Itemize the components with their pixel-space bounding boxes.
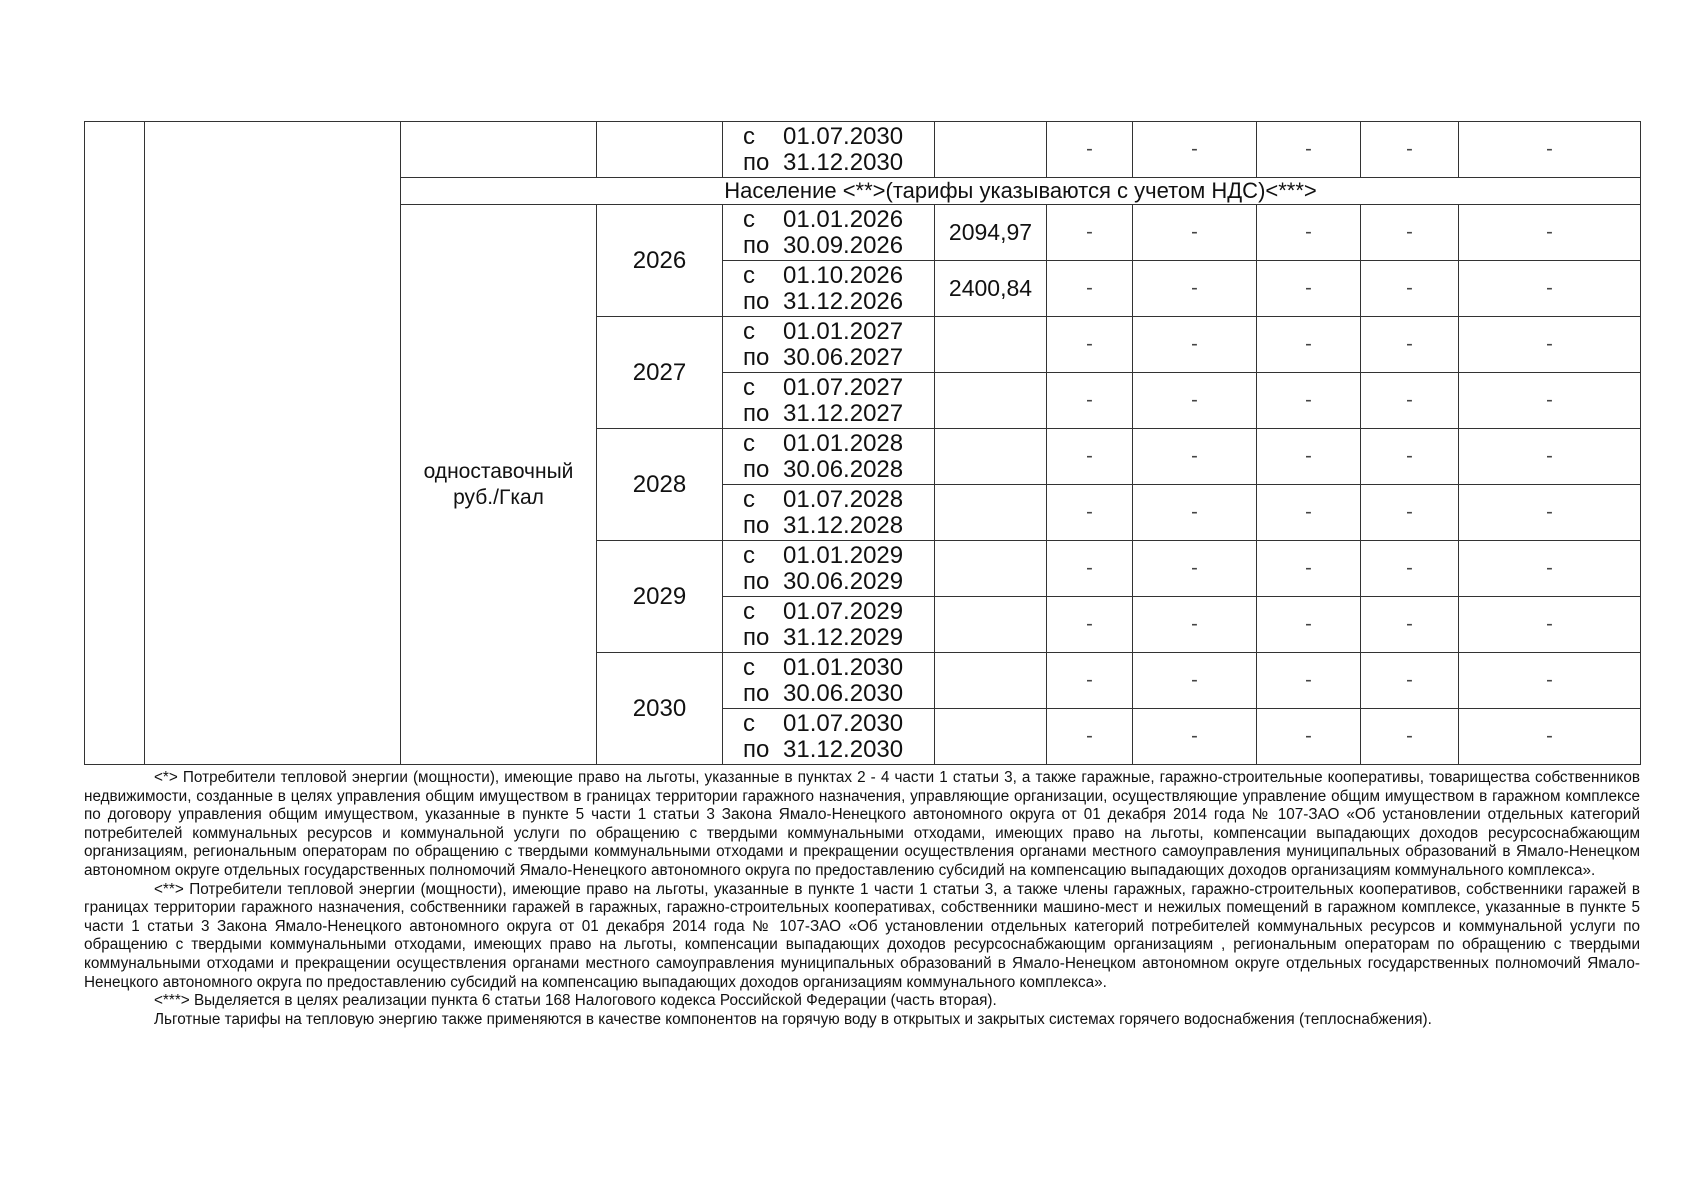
- population-header: Население <**>(тарифы указываются с учетом НДС)<***>: [401, 178, 1641, 205]
- period-cell: [723, 205, 935, 261]
- table-row-top: [85, 122, 1641, 178]
- period-from: [743, 655, 934, 681]
- dash-cell: -: [1459, 597, 1641, 653]
- dash-cell: -: [1047, 485, 1133, 541]
- to-prefix: по: [743, 679, 770, 707]
- from-date: 01.07.2030: [783, 709, 904, 737]
- dash-cell: -: [1257, 373, 1361, 429]
- footnote-2: <**> Потребители тепловой энергии (мощности), имеющие право на льготы, указанные в пункте 1 части 1 статьи 3, а также члены гаражных, гаражно-строительных кооперативов, собственники гаражей в границах территории гаражного назначения, собственники гаражей в гаражных, гаражно-строительных кооперативах, собственники машино-мест и нежилых помещений в гаражном комплексе, указанные в пункте 5 части 1 статьи 3 Закона Ямало-Ненецкого автономного округа от 01 декабря 2014 года № 107-ЗАО «Об установлении отдельных категорий потребителей коммунальных ресурсов и коммунальной услуги по обращению с твердыми коммунальными отходами, имеющих право на льготы, компенсации выпадающих доходов ресурсоснабжающим организациям , региональным операторам по обращению с твердыми коммунальными отходами и прекращении осуществления органами местного самоуправления муниципальных образований в Ямало-Ненецком автономном округе отдельных государственных полномочий Ямало-Ненецкого автономного округа по предоставлению субсидий на компенсацию выпадающих доходов организациям коммунального комплекса».: [84, 880, 1640, 991]
- dash-cell: -: [1133, 373, 1257, 429]
- year-cell: 2029: [597, 541, 723, 653]
- period-cell: [723, 122, 935, 178]
- to-prefix: по: [743, 567, 770, 595]
- from-date: 01.01.2026: [783, 205, 904, 233]
- year-cell: 2028: [597, 429, 723, 541]
- unit-line-2: руб./Гкал: [453, 485, 544, 509]
- footnote-1: <*> Потребители тепловой энергии (мощности), имеющие право на льготы, указанные в пунктах 2 - 4 части 1 статьи 3, а также гаражные, гаражно-строительные кооперативы, товарищества собственников недвижимости, созданные в целях управления общим имуществом в границах территории гаражного назначения, управляющие организации, осуществляющие управление общим имуществом в гаражном комплексе по договору управления общим имуществом, указанные в пункте 5 части 1 статьи 3 Закона Ямало-Ненецкого автономного округа от 01 декабря 2014 года № 107-ЗАО «Об установлении отдельных категорий потребителей коммунальных ресурсов и коммунальной услуги по обращению с твердыми коммунальными отходами, имеющих право на льготы, компенсации выпадающих доходов ресурсоснабжающим организациям, региональным операторам по обращению с твердыми коммунальными отходами и прекращении осуществления органами местного самоуправления муниципальных образований в Ямало-Ненецком автономном округе отдельных государственных полномочий Ямало-Ненецкого автономного округа по предоставлению субсидий на компенсацию выпадающих доходов организациям коммунального комплекса».: [84, 769, 1640, 879]
- to-prefix: по: [743, 455, 770, 483]
- empty-cell-year-top: [597, 122, 723, 178]
- dash-cell: -: [1459, 373, 1641, 429]
- footnote-3: <***> Выделяется в целях реализации пункта 6 статьи 168 Налогового кодекса Российской Федерации (часть вторая).: [154, 992, 997, 1010]
- to-date: 31.12.2028: [783, 511, 904, 539]
- period-to: [743, 345, 934, 371]
- to-prefix: по: [743, 623, 770, 651]
- from-prefix: с: [743, 653, 755, 681]
- to-prefix: по: [743, 231, 770, 259]
- from-date: 01.07.2027: [783, 373, 904, 401]
- dash-cell: -: [1361, 205, 1459, 261]
- year-cell: 2030: [597, 653, 723, 765]
- dash-cell: -: [1459, 261, 1641, 317]
- from-date: 01.07.2028: [783, 485, 904, 513]
- year-cell: 2026: [597, 205, 723, 317]
- dash-cell: -: [1133, 709, 1257, 765]
- period-from: [743, 599, 934, 625]
- dash-cell: -: [1459, 317, 1641, 373]
- to-prefix: по: [743, 148, 770, 176]
- to-prefix: по: [743, 511, 770, 539]
- period-to: [743, 681, 934, 707]
- dash-cell: -: [1133, 541, 1257, 597]
- dash-cell: -: [1459, 541, 1641, 597]
- dash-cell: -: [1361, 709, 1459, 765]
- to-prefix: по: [743, 343, 770, 371]
- to-date: 30.06.2028: [783, 455, 904, 483]
- from-date: 01.07.2030: [783, 122, 904, 150]
- tariff-value: [935, 597, 1047, 653]
- dash-cell: -: [1361, 373, 1459, 429]
- period-from: [743, 543, 934, 569]
- tariff-table-body: [85, 122, 1641, 765]
- tariff-value: [935, 317, 1047, 373]
- to-date: 30.06.2029: [783, 567, 904, 595]
- dash-cell: -: [1361, 261, 1459, 317]
- from-prefix: с: [743, 373, 755, 401]
- footnotes: [84, 769, 1640, 1029]
- to-prefix: по: [743, 399, 770, 427]
- period-from: [743, 711, 934, 737]
- year-cell: 2027: [597, 317, 723, 429]
- from-prefix: с: [743, 429, 755, 457]
- period-to: [743, 513, 934, 539]
- tariff-value: [935, 429, 1047, 485]
- dash-cell: -: [1047, 597, 1133, 653]
- period-cell: [723, 429, 935, 485]
- tariff-table: [84, 121, 1641, 765]
- period-cell: [723, 485, 935, 541]
- tariff-value: [935, 653, 1047, 709]
- dash-cell: -: [1047, 261, 1133, 317]
- period-to: [743, 457, 934, 483]
- from-date: 01.01.2028: [783, 429, 904, 457]
- tariff-value: [935, 373, 1047, 429]
- dash-cell: -: [1133, 653, 1257, 709]
- dash-cell: -: [1047, 317, 1133, 373]
- dash-cell: -: [1361, 122, 1459, 178]
- to-date: 30.09.2026: [783, 231, 904, 259]
- value-cell: [935, 122, 1047, 178]
- dash-cell: -: [1459, 205, 1641, 261]
- tariff-value: [935, 541, 1047, 597]
- dash-cell: -: [1361, 485, 1459, 541]
- period-from: [743, 487, 934, 513]
- tariff-value: 2400,84: [935, 261, 1047, 317]
- to-date: 31.12.2026: [783, 287, 904, 315]
- dash-cell: -: [1257, 205, 1361, 261]
- dash-cell: -: [1047, 429, 1133, 485]
- from-date: 01.07.2029: [783, 597, 904, 625]
- dash-cell: -: [1133, 429, 1257, 485]
- period-to: [743, 233, 934, 259]
- dash-cell: -: [1257, 429, 1361, 485]
- period-cell: [723, 261, 935, 317]
- period-from: [743, 319, 934, 345]
- period-cell: [723, 317, 935, 373]
- period-cell: [723, 373, 935, 429]
- period-from: [743, 375, 934, 401]
- dash-cell: -: [1257, 261, 1361, 317]
- period-cell: [723, 709, 935, 765]
- to-prefix: по: [743, 735, 770, 763]
- to-date: 31.12.2030: [783, 735, 904, 763]
- dash-cell: -: [1361, 541, 1459, 597]
- period-from: [743, 431, 934, 457]
- dash-cell: -: [1133, 317, 1257, 373]
- dash-cell: -: [1133, 485, 1257, 541]
- from-prefix: с: [743, 541, 755, 569]
- from-prefix: с: [743, 122, 755, 150]
- tariff-value: 2094,97: [935, 205, 1047, 261]
- tariff-value: [935, 485, 1047, 541]
- dash-cell: -: [1257, 653, 1361, 709]
- dash-cell: -: [1257, 709, 1361, 765]
- unit-line-1: одноставочный: [423, 459, 574, 483]
- from-prefix: с: [743, 261, 755, 289]
- to-date: 31.12.2027: [783, 399, 904, 427]
- to-date: 31.12.2029: [783, 623, 904, 651]
- to-date: 30.06.2027: [783, 343, 904, 371]
- from-prefix: с: [743, 317, 755, 345]
- from-prefix: с: [743, 205, 755, 233]
- dash-cell: -: [1047, 653, 1133, 709]
- empty-cell-number: [85, 122, 145, 765]
- dash-cell: -: [1257, 485, 1361, 541]
- from-prefix: с: [743, 485, 755, 513]
- dash-cell: -: [1459, 653, 1641, 709]
- dash-cell: -: [1459, 709, 1641, 765]
- period-from: [743, 207, 934, 233]
- period-to: [743, 625, 934, 651]
- dash-cell: -: [1047, 709, 1133, 765]
- dash-cell: -: [1133, 122, 1257, 178]
- period-to: [743, 401, 934, 427]
- dash-cell: -: [1459, 485, 1641, 541]
- from-prefix: с: [743, 597, 755, 625]
- period-to: [743, 737, 934, 763]
- period-cell: [723, 597, 935, 653]
- dash-cell: -: [1459, 122, 1641, 178]
- dash-cell: -: [1361, 597, 1459, 653]
- from-date: 01.01.2027: [783, 317, 904, 345]
- period-to: [743, 150, 934, 176]
- dash-cell: -: [1257, 541, 1361, 597]
- empty-cell-unit-top: [401, 122, 597, 178]
- dash-cell: -: [1047, 373, 1133, 429]
- dash-cell: -: [1047, 205, 1133, 261]
- dash-cell: -: [1361, 429, 1459, 485]
- unit-cell: [401, 205, 597, 765]
- dash-cell: -: [1133, 597, 1257, 653]
- dash-cell: -: [1361, 317, 1459, 373]
- from-date: 01.01.2030: [783, 653, 904, 681]
- from-date: 01.01.2029: [783, 541, 904, 569]
- footnote-4: Льготные тарифы на тепловую энергию также применяются в качестве компонентов на горячую воду в открытых и закрытых системах горячего водоснабжения (теплоснабжения).: [154, 1010, 1432, 1028]
- from-prefix: с: [743, 709, 755, 737]
- dash-cell: -: [1133, 261, 1257, 317]
- from-date: 01.10.2026: [783, 261, 904, 289]
- dash-cell: -: [1257, 597, 1361, 653]
- to-prefix: по: [743, 287, 770, 315]
- to-date: 30.06.2030: [783, 679, 904, 707]
- dash-cell: -: [1047, 541, 1133, 597]
- period-from: [743, 124, 934, 150]
- tariff-value: [935, 709, 1047, 765]
- period-from: [743, 263, 934, 289]
- dash-cell: -: [1133, 205, 1257, 261]
- to-date: 31.12.2030: [783, 148, 904, 176]
- dash-cell: -: [1257, 122, 1361, 178]
- dash-cell: -: [1361, 653, 1459, 709]
- period-cell: [723, 541, 935, 597]
- period-to: [743, 289, 934, 315]
- dash-cell: -: [1047, 122, 1133, 178]
- period-to: [743, 569, 934, 595]
- empty-cell-organization: [145, 122, 401, 765]
- dash-cell: -: [1257, 317, 1361, 373]
- dash-cell: -: [1459, 429, 1641, 485]
- period-cell: [723, 653, 935, 709]
